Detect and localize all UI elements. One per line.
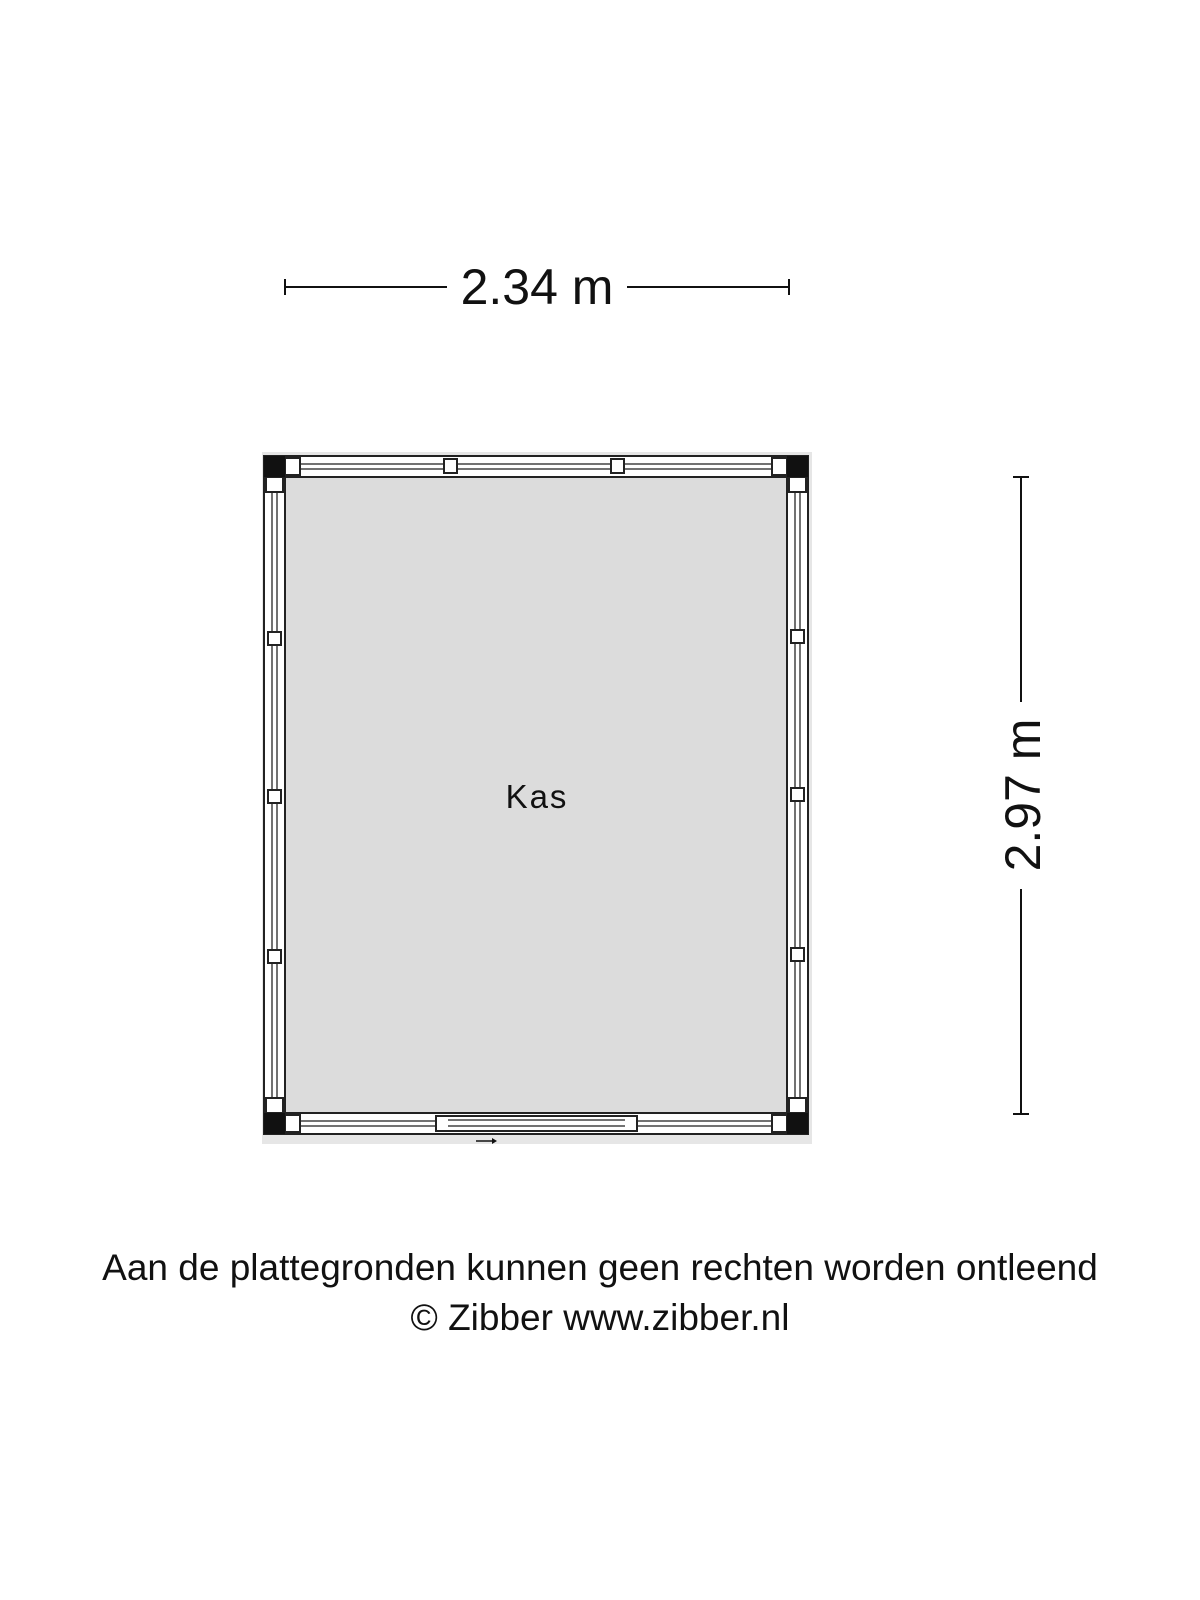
copyright-text: © Zibber www.zibber.nl — [410, 1297, 790, 1338]
corner-post-top-right — [787, 456, 808, 477]
depth-dimension — [995, 477, 1051, 1114]
width-dimension-label: 2.34 m — [460, 259, 614, 315]
corner-post-bottom-left — [264, 1113, 285, 1134]
room-kas — [262, 452, 812, 1144]
room-label: Kas — [505, 778, 569, 815]
corner-post-top-left — [264, 456, 285, 477]
width-dimension — [285, 259, 789, 315]
disclaimer-text: Aan de plattegronden kunnen geen rechten worden ontleend — [102, 1247, 1098, 1288]
depth-dimension-label: 2.97 m — [995, 718, 1051, 872]
corner-post-bottom-right — [787, 1113, 808, 1134]
